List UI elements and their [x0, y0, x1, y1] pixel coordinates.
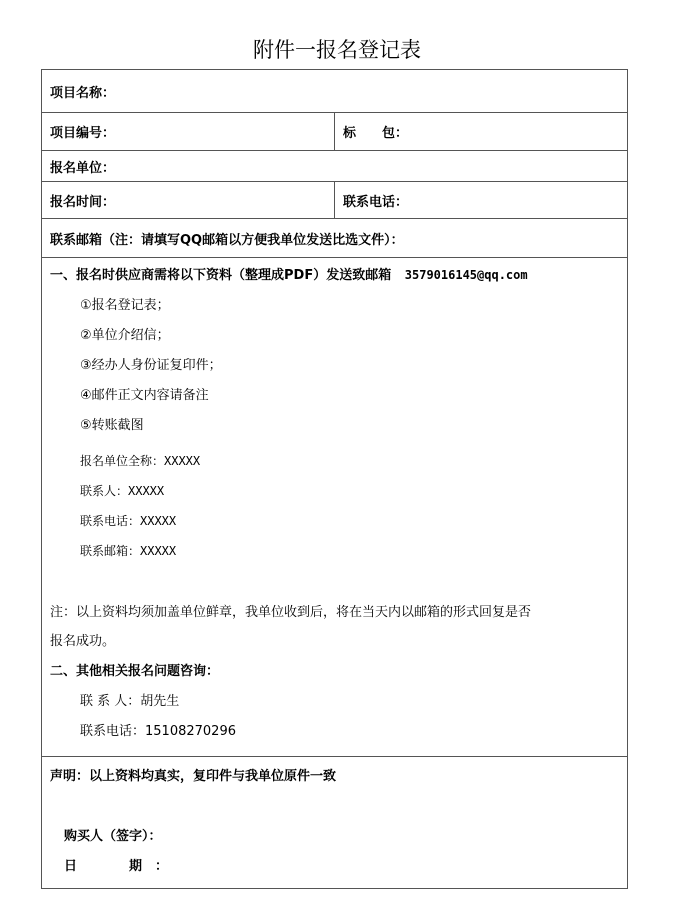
- document-title: 附件一报名登记表: [253, 38, 421, 62]
- section1-heading: 一、报名时供应商需将以下资料（整理成PDF）发送致邮箱 3579016145@qq.com: [50, 268, 528, 283]
- buyer-signature-label: 购买人（签字）：: [64, 829, 162, 844]
- field-line: 报名单位全称：XXXXX: [80, 454, 201, 468]
- declaration-text: 声明：以上资料均真实，复印件与我单位原件一致: [50, 769, 337, 784]
- contact-phone: 联系电话：15108270296: [80, 724, 236, 739]
- row-unit: [42, 151, 627, 182]
- note-line: 报名成功。: [50, 634, 116, 649]
- field-line: 联系电话：XXXXX: [80, 514, 177, 528]
- row-email: [42, 219, 627, 258]
- row-instructions: [42, 258, 627, 757]
- date-label: 日 期 ：: [64, 859, 169, 874]
- list-item: ③经办人身份证复印件；: [80, 358, 222, 373]
- row-declaration: [42, 757, 627, 888]
- bid-package-label: 标 包：: [334, 113, 627, 150]
- list-item: ④邮件正文内容请备注: [80, 388, 209, 403]
- registration-form-table: [41, 69, 628, 889]
- email-label: 联系邮箱（注：请填写QQ邮箱以方便我单位发送比选文件）：: [50, 232, 404, 248]
- field-line: 联系邮箱：XXXXX: [80, 544, 177, 558]
- section2-heading: 二、其他相关报名问题咨询：: [50, 664, 220, 679]
- list-item: ⑤转账截图: [80, 418, 144, 433]
- project-no-label: 项目编号：: [50, 126, 116, 141]
- submission-email: 3579016145@qq.com: [404, 268, 528, 282]
- note-line: 注：以上资料均须加盖单位鲜章，我单位收到后，将在当天内以邮箱的形式回复是否: [50, 605, 532, 620]
- row-project-no: [42, 113, 627, 151]
- phone-label: 联系电话：: [334, 182, 627, 218]
- time-label: 报名时间：: [50, 194, 116, 210]
- unit-label: 报名单位：: [50, 160, 116, 176]
- row-time: [42, 182, 627, 219]
- project-name-label: 项目名称：: [50, 85, 116, 101]
- row-project-name: [42, 70, 627, 113]
- list-item: ②单位介绍信；: [80, 328, 170, 343]
- field-line: 联系人：XXXXX: [80, 484, 165, 498]
- contact-person: 联 系 人：胡先生: [80, 694, 180, 709]
- list-item: ①报名登记表；: [80, 298, 170, 313]
